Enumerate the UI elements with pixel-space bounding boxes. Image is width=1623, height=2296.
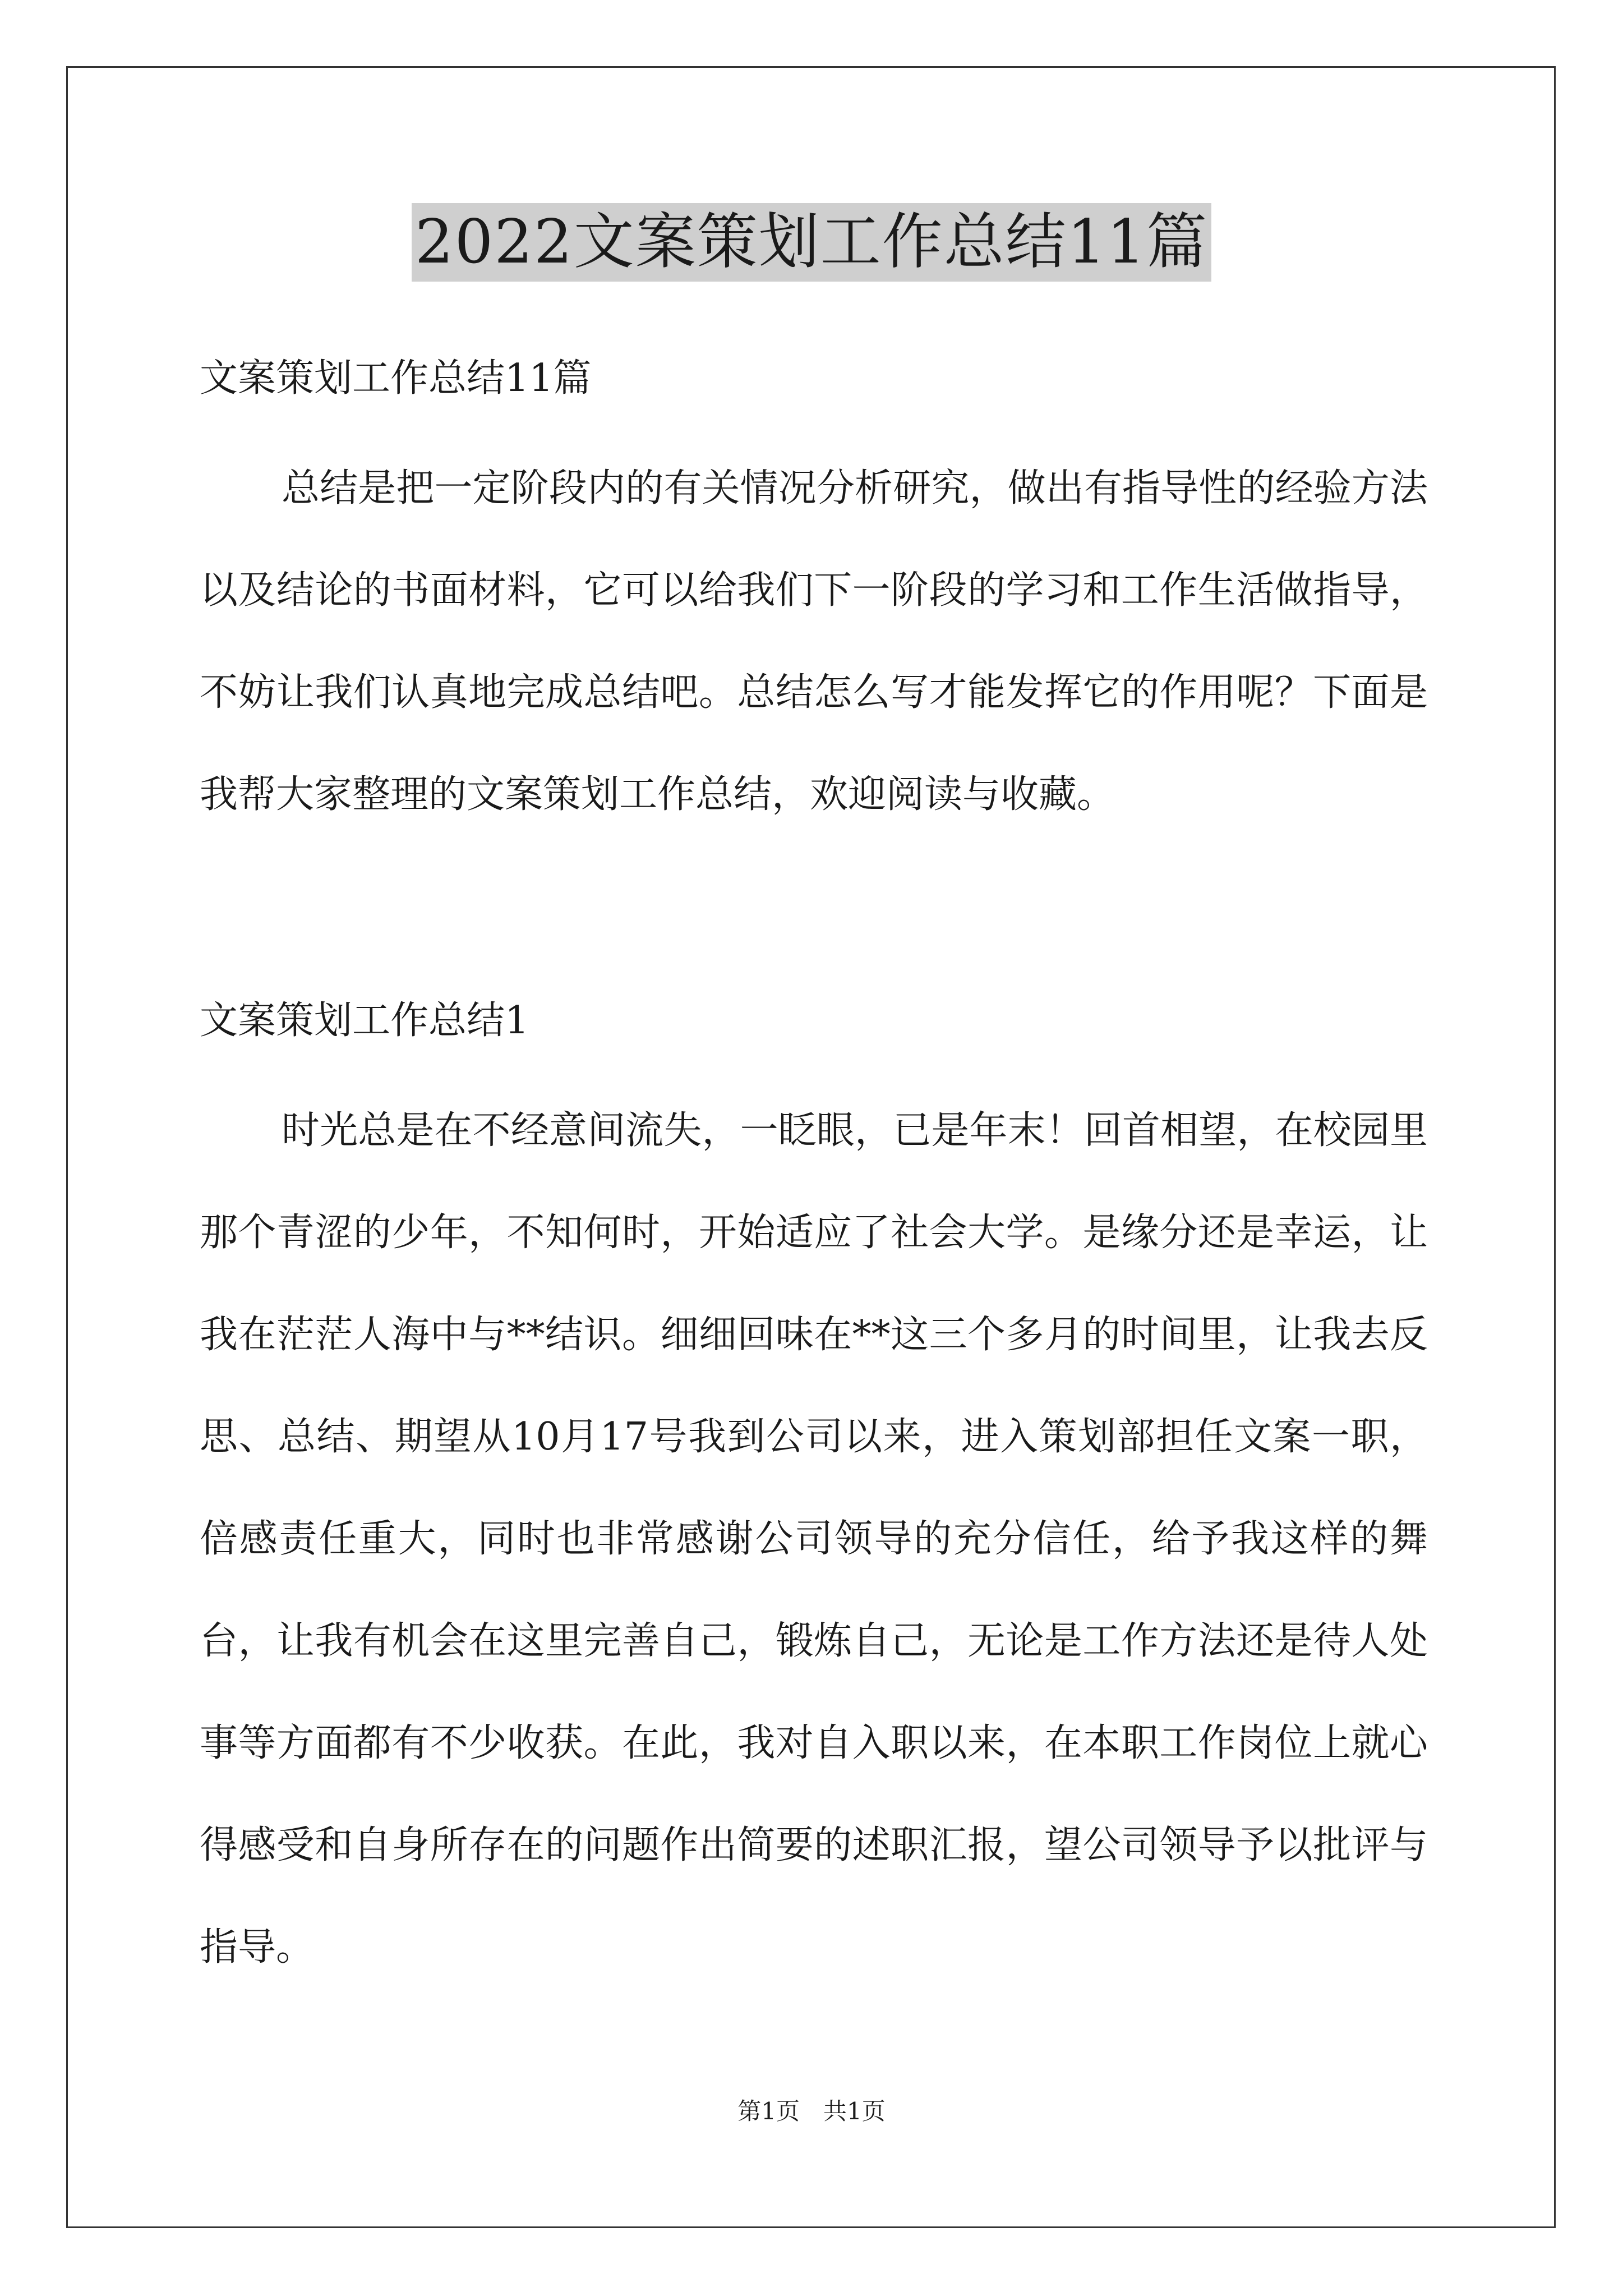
subtitle-heading: 文案策划工作总结11篇 xyxy=(200,356,592,401)
document-title: 2022文案策划工作总结11篇 xyxy=(412,203,1211,282)
title-container xyxy=(0,203,1623,282)
intro-paragraph: 总结是把一定阶段内的有关情况分析研究，做出有指导性的经验方法以及结论的书面材料，它可以给我们下一阶段的学习和工作生活做指导，不妨让我们认真地完成总结吧。总结怎么写才能发挥它的作用呢？下面是我帮大家整理的文案策划工作总结，欢迎阅读与收藏。 xyxy=(200,466,1428,817)
section-heading: 文案策划工作总结1 xyxy=(200,999,529,1043)
section-paragraph: 时光总是在不经意间流失，一眨眼，已是年末！回首相望，在校园里那个青涩的少年，不知何时，开始适应了社会大学。是缘分还是幸运，让我在茫茫人海中与**结识。细细回味在**这三个多月的时间里，让我去反思、总结、期望从10月17号我到公司以来，进入策划部担任文案一职，倍感责任重大，同时也非常感谢公司领导的充分信任，给予我这样的舞台，让我有机会在这里完善自己，锻炼自己，无论是工作方法还是待人处事等方面都有不少收获。在此，我对自入职以来，在本职工作岗位上就心得感受和自身所存在的问题作出简要的述职汇报，望公司领导予以批评与指导。 xyxy=(200,1108,1428,1970)
page-footer: 第1页 共1页 xyxy=(737,2097,886,2125)
